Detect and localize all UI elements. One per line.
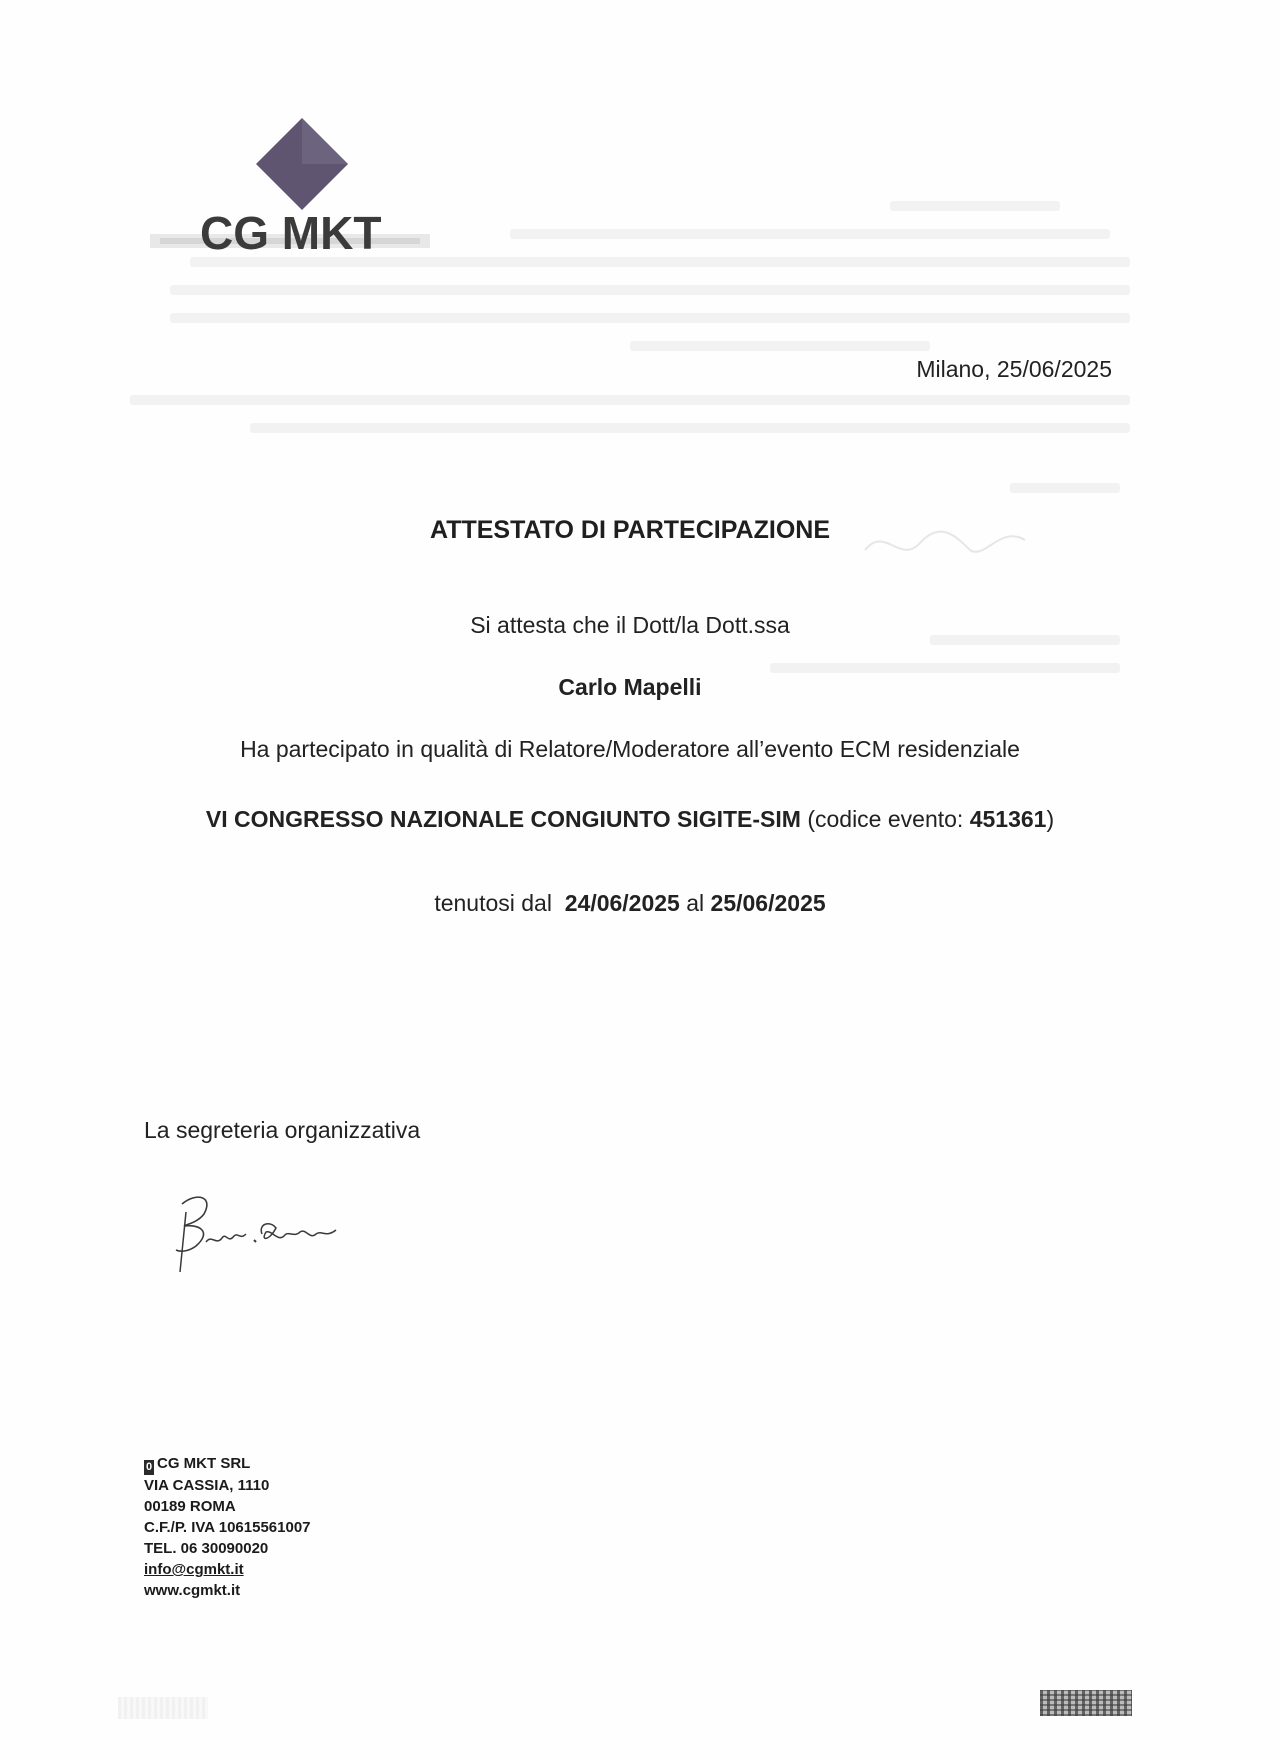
date-to: 25/06/2025 bbox=[710, 890, 826, 916]
dates-prefix: tenutosi dal bbox=[434, 890, 559, 916]
certificate-title: ATTESTATO DI PARTECIPAZIONE bbox=[430, 516, 830, 544]
company-logo bbox=[150, 112, 430, 262]
place-date: Milano, 25/06/2025 bbox=[916, 356, 1112, 382]
footer-mark-icon: 0 bbox=[145, 1461, 153, 1473]
event-name: VI CONGRESSO NAZIONALE CONGIUNTO SIGITE-SIM bbox=[205, 806, 801, 832]
footer-company-row bbox=[144, 1453, 311, 1475]
handwritten-signature bbox=[166, 1184, 376, 1274]
footer-tax-id: C.F./P. IVA 10615561007 bbox=[144, 1519, 311, 1536]
participant-name: Carlo Mapelli bbox=[558, 674, 702, 700]
logo-wordmark: CG MKT bbox=[200, 207, 382, 259]
date-from: 24/06/2025 bbox=[564, 890, 680, 916]
footer-city: 00189 ROMA bbox=[144, 1498, 236, 1515]
footer-address: VIA CASSIA, 1110 bbox=[144, 1477, 270, 1494]
dates-middle: al bbox=[679, 890, 711, 916]
diamond-logo-icon bbox=[256, 118, 348, 210]
footer-email-link[interactable]: info@cgmkt.it bbox=[144, 1561, 244, 1578]
signature-label: La segreteria organizzativa bbox=[144, 1117, 421, 1143]
footer-website[interactable]: www.cgmkt.it bbox=[144, 1582, 241, 1599]
footer-company: CG MKT SRL bbox=[157, 1455, 251, 1472]
role-sentence: Ha partecipato in qualità di Relatore/Moderatore all’evento ECM residenziale bbox=[240, 736, 1020, 762]
event-code: 451361 bbox=[969, 806, 1047, 832]
event-dates bbox=[0, 890, 1260, 917]
company-footer bbox=[144, 1453, 311, 1601]
event-code-prefix: (codice evento: bbox=[807, 806, 970, 832]
footer-phone: TEL. 06 30090020 bbox=[144, 1540, 269, 1557]
event-code-suffix: ) bbox=[1046, 806, 1055, 832]
scan-barcode-mark bbox=[1040, 1690, 1132, 1716]
event-line bbox=[0, 806, 1260, 833]
attestation-intro: Si attesta che il Dott/la Dott.ssa bbox=[470, 612, 790, 638]
scan-artifact-left bbox=[118, 1697, 208, 1719]
